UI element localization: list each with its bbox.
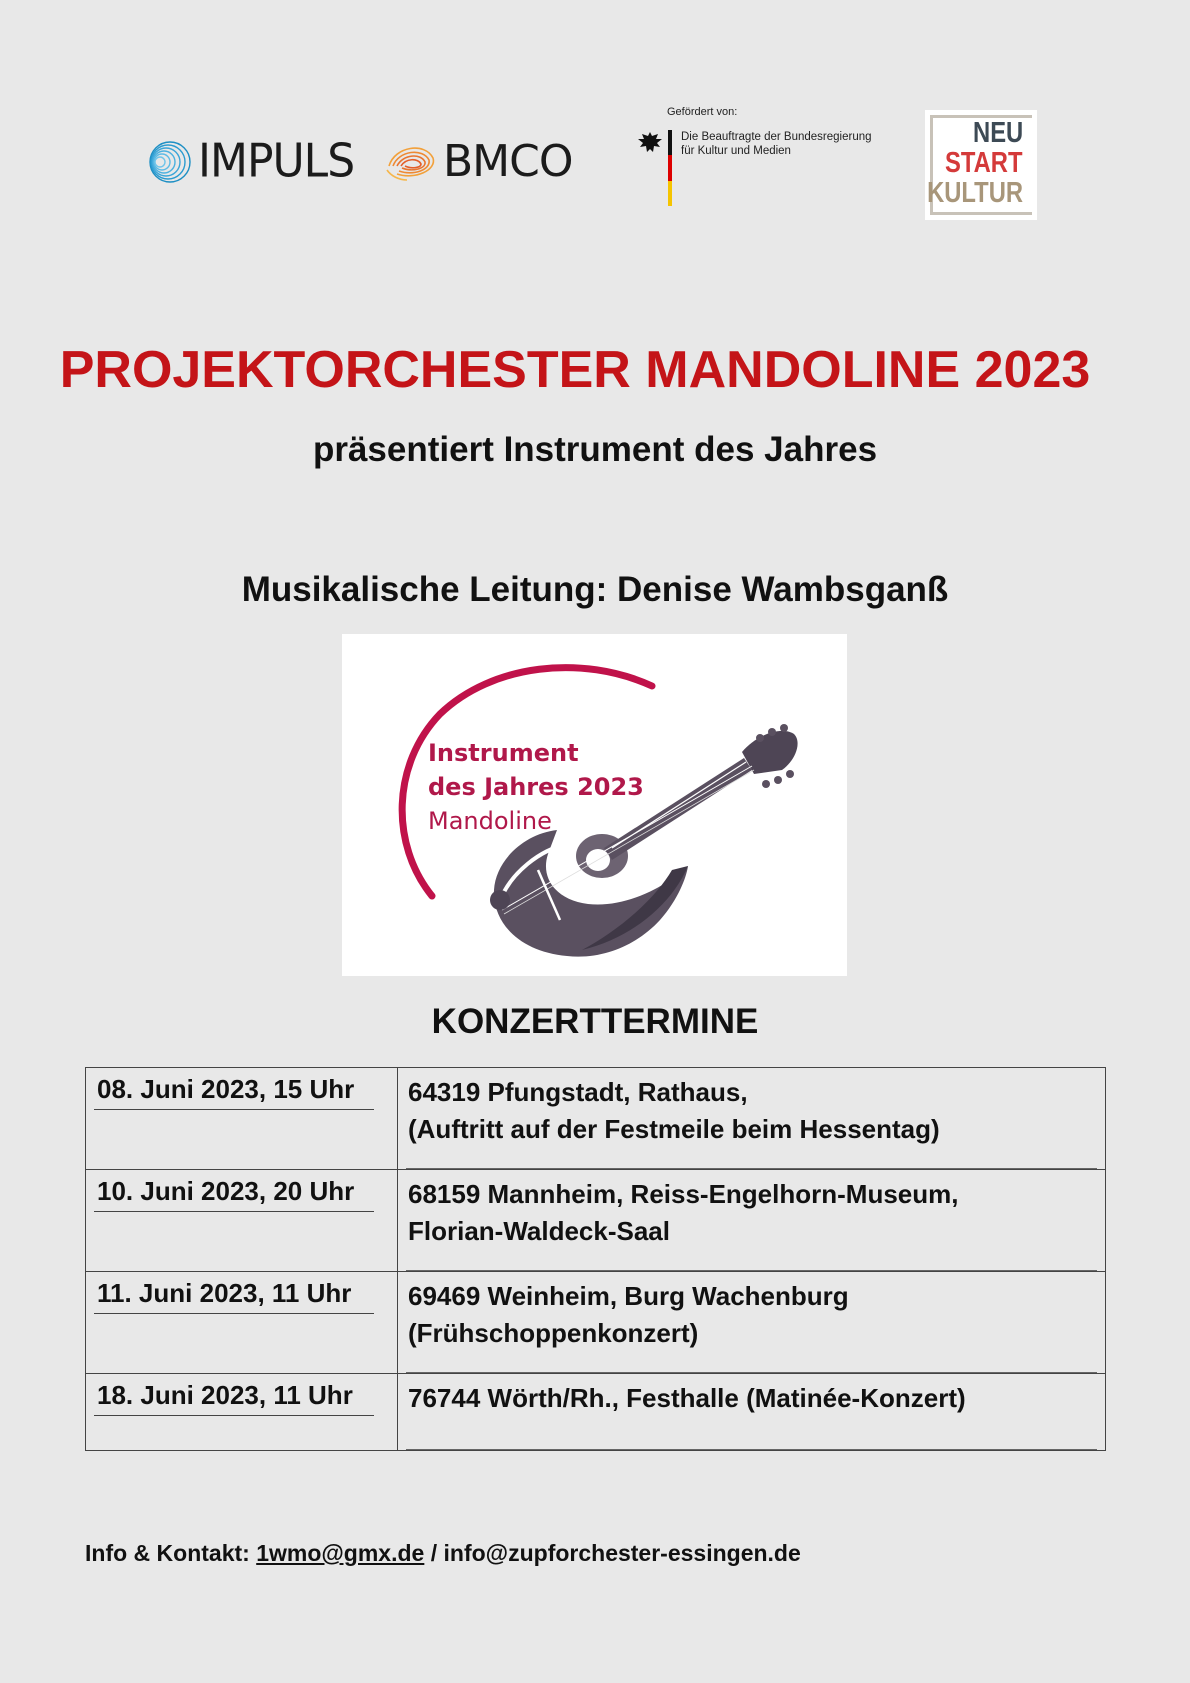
concert-date: 10. Juni 2023, 20 Uhr <box>94 1176 374 1212</box>
instrument-logo-line1: Instrument <box>428 739 579 767</box>
bkm-text <box>681 130 872 158</box>
concert-date-cell <box>86 1068 398 1170</box>
bmco-swirl-icon <box>385 140 437 184</box>
instrument-of-the-year-logo <box>342 634 847 976</box>
impuls-wordmark: IMPULS <box>198 134 355 189</box>
table-row <box>86 1170 1106 1272</box>
instrument-logo-line2: des Jahres 2023 <box>428 773 644 801</box>
contact-label: Info & Kontakt: <box>85 1540 250 1566</box>
instrument-logo-line3: Mandoline <box>428 807 552 835</box>
concert-date: 18. Juni 2023, 11 Uhr <box>94 1380 374 1416</box>
concerts-heading: KONZERTTERMINE <box>431 1002 759 1041</box>
nsk-line-kultur: KULTUR <box>927 177 1023 209</box>
concert-place-cell <box>398 1272 1106 1374</box>
subtitle: präsentiert Instrument des Jahres <box>312 430 878 469</box>
german-flag-bar <box>668 130 672 206</box>
bmco-logo <box>385 138 595 186</box>
concert-place-line2: (Frühschoppenkonzert) <box>408 1318 699 1348</box>
concert-place-cell <box>398 1374 1106 1451</box>
bkm-line-2: für Kultur und Medien <box>681 145 791 157</box>
concert-place-line1: 76744 Wörth/Rh., Festhalle (Matinée-Konzert) <box>408 1383 966 1413</box>
table-row <box>86 1068 1106 1170</box>
concert-place-line1: 69469 Weinheim, Burg Wachenburg <box>408 1281 849 1311</box>
bkm-line-1: Die Beauftragte der Bundesregierung <box>681 131 872 143</box>
federal-eagle-icon <box>636 130 664 156</box>
cell-underline <box>406 1168 1097 1169</box>
concert-place-line2: Florian-Waldeck-Saal <box>408 1216 670 1246</box>
cell-underline <box>406 1372 1097 1373</box>
contact-line <box>85 1540 801 1567</box>
page-title: PROJEKTORCHESTER MANDOLINE 2023 <box>59 341 1091 399</box>
concert-date: 08. Juni 2023, 15 Uhr <box>94 1074 374 1110</box>
concert-place-line2: (Auftritt auf der Festmeile beim Hessentag) <box>408 1114 940 1144</box>
table-row <box>86 1374 1106 1451</box>
table-row <box>86 1272 1106 1374</box>
funding-label: Gefördert von: <box>667 106 738 118</box>
concert-date-cell <box>86 1272 398 1374</box>
email-link-1[interactable]: 1wmo@gmx.de <box>256 1540 425 1566</box>
cell-underline <box>406 1270 1097 1271</box>
instrument-logo-text <box>428 736 644 838</box>
concert-place-line1: 64319 Pfungstadt, Rathaus, <box>408 1077 748 1107</box>
concert-date-cell <box>86 1170 398 1272</box>
bmco-wordmark: BMCO <box>443 136 573 187</box>
concert-date-cell <box>86 1374 398 1451</box>
concert-place-cell <box>398 1170 1106 1272</box>
cell-underline <box>406 1449 1097 1450</box>
concert-date: 11. Juni 2023, 11 Uhr <box>94 1278 374 1314</box>
email-2[interactable]: info@zupforchester-essingen.de <box>443 1540 801 1566</box>
bkm-funding-logo <box>636 106 886 206</box>
impuls-circle-icon <box>148 140 192 184</box>
impuls-logo <box>148 134 355 189</box>
musical-director: Musikalische Leitung: Denise Wambsganß <box>241 570 949 609</box>
nsk-line-neu: NEU <box>972 117 1023 149</box>
concerts-table <box>85 1067 1106 1451</box>
neustart-kultur-logo <box>925 110 1037 220</box>
concert-place-cell <box>398 1068 1106 1170</box>
nsk-line-start: START <box>945 147 1023 179</box>
contact-separator: / <box>430 1540 438 1566</box>
concert-place-line1: 68159 Mannheim, Reiss-Engelhorn-Museum, <box>408 1179 959 1209</box>
